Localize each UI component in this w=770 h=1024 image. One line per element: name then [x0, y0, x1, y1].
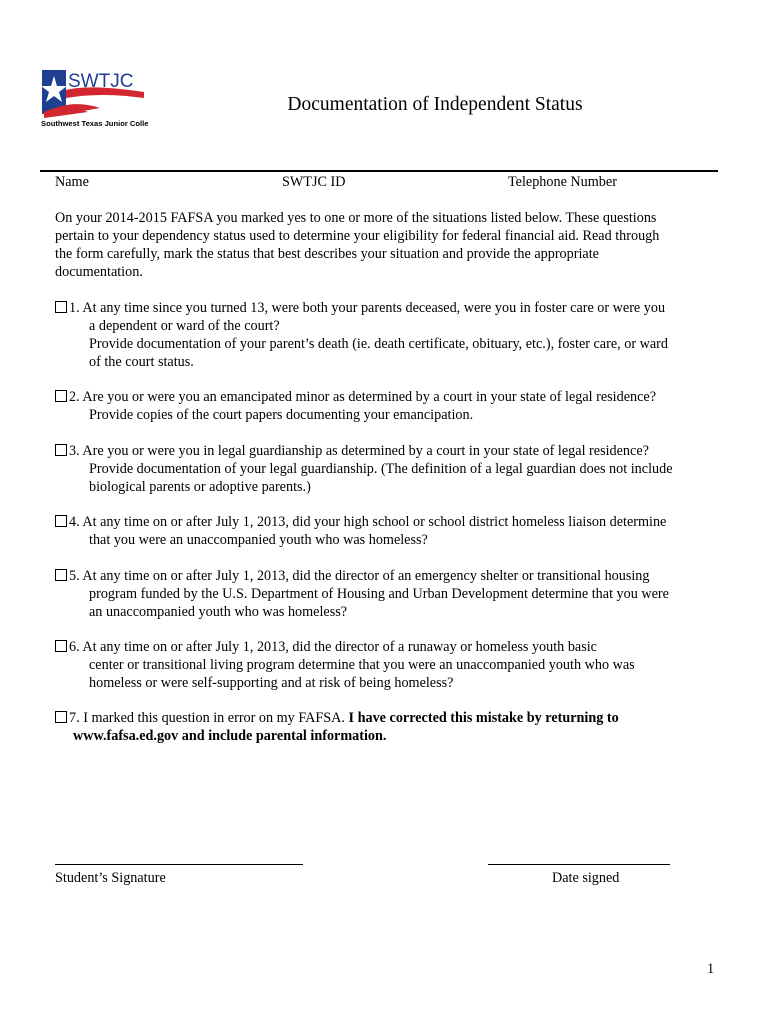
- question-6-line: center or transitional living program determine that you were an unaccompanied youth who was: [89, 657, 635, 673]
- date-signed-label: Date signed: [552, 870, 620, 886]
- question-7: [55, 709, 720, 745]
- question-5-line: an unaccompanied youth who was homeless?: [89, 604, 348, 620]
- question-1: [55, 299, 720, 371]
- question-2: [55, 388, 720, 424]
- question-7-checkbox[interactable]: [55, 711, 67, 723]
- question-7-bold-line: www.fafsa.ed.gov and include parental information.: [73, 728, 387, 744]
- page-number: 1: [707, 961, 715, 977]
- student-signature-field[interactable]: [55, 864, 303, 865]
- question-1-text: 1. At any time since you turned 13, were both your parents deceased, were you in foster care or were you: [69, 300, 666, 316]
- question-6-line: homeless or were self-supporting and at risk of being homeless?: [89, 675, 454, 691]
- intro-line: On your 2014-2015 FAFSA you marked yes to one or more of the situations listed below. These questions: [55, 210, 657, 226]
- question-3-line: biological parents or adoptive parents.): [89, 479, 311, 495]
- logo-college-name: Southwest Texas Junior College: [41, 119, 148, 128]
- question-5: [55, 567, 720, 621]
- intro-line: the form carefully, mark the status that best describes your situation and provide the appropriate: [55, 246, 599, 262]
- telephone-label: Telephone Number: [508, 174, 617, 190]
- question-6-checkbox[interactable]: [55, 640, 67, 652]
- question-7-bold-text: I have corrected this mistake by returning to: [348, 710, 619, 726]
- question-2-text: 2. Are you or were you an emancipated minor as determined by a court in your state of legal residence?: [69, 389, 656, 405]
- question-4-line: that you were an unaccompanied youth who was homeless?: [89, 532, 428, 548]
- question-2-line: Provide copies of the court papers documenting your emancipation.: [89, 407, 474, 423]
- student-signature-label: Student’s Signature: [55, 870, 166, 886]
- question-5-text: 5. At any time on or after July 1, 2013, did the director of an emergency shelter or transitional housing: [69, 568, 650, 584]
- question-5-checkbox[interactable]: [55, 569, 67, 581]
- question-2-checkbox[interactable]: [55, 390, 67, 402]
- question-3-text: 3. Are you or were you in legal guardianship as determined by a court in your state of legal residence?: [69, 443, 649, 459]
- question-5-line: program funded by the U.S. Department of Housing and Urban Development determine that you were: [89, 586, 669, 602]
- question-6: [55, 638, 720, 692]
- logo-wordmark: SWTJC: [68, 71, 134, 92]
- question-6-text: 6. At any time on or after July 1, 2013, did the director of a runaway or homeless youth basic: [69, 639, 597, 655]
- page-title: Documentation of Independent Status: [287, 94, 583, 115]
- question-1-line: a dependent or ward of the court?: [89, 318, 280, 334]
- question-1-line: of the court status.: [89, 354, 194, 370]
- question-4: [55, 513, 720, 549]
- question-4-checkbox[interactable]: [55, 515, 67, 527]
- question-3: [55, 442, 720, 496]
- swtjc-id-label: SWTJC ID: [282, 174, 346, 190]
- intro-line: documentation.: [55, 264, 143, 280]
- date-signed-field[interactable]: [488, 864, 670, 865]
- question-7-text: 7. I marked this question in error on my FAFSA.: [69, 710, 349, 726]
- question-1-checkbox[interactable]: [55, 301, 67, 313]
- intro-line: pertain to your dependency status used to determine your eligibility for federal financial aid. Read through: [55, 228, 660, 244]
- question-3-checkbox[interactable]: [55, 444, 67, 456]
- name-label: Name: [55, 174, 89, 190]
- intro-paragraph: [55, 209, 715, 281]
- question-3-line: Provide documentation of your legal guardianship. (The definition of a legal guardian does not include: [89, 461, 673, 477]
- header-divider: [40, 170, 718, 172]
- question-1-line: Provide documentation of your parent’s death (ie. death certificate, obituary, etc.), foster care, or ward: [89, 336, 668, 352]
- question-4-text: 4. At any time on or after July 1, 2013, did your high school or school district homeless liaison determine: [69, 514, 667, 530]
